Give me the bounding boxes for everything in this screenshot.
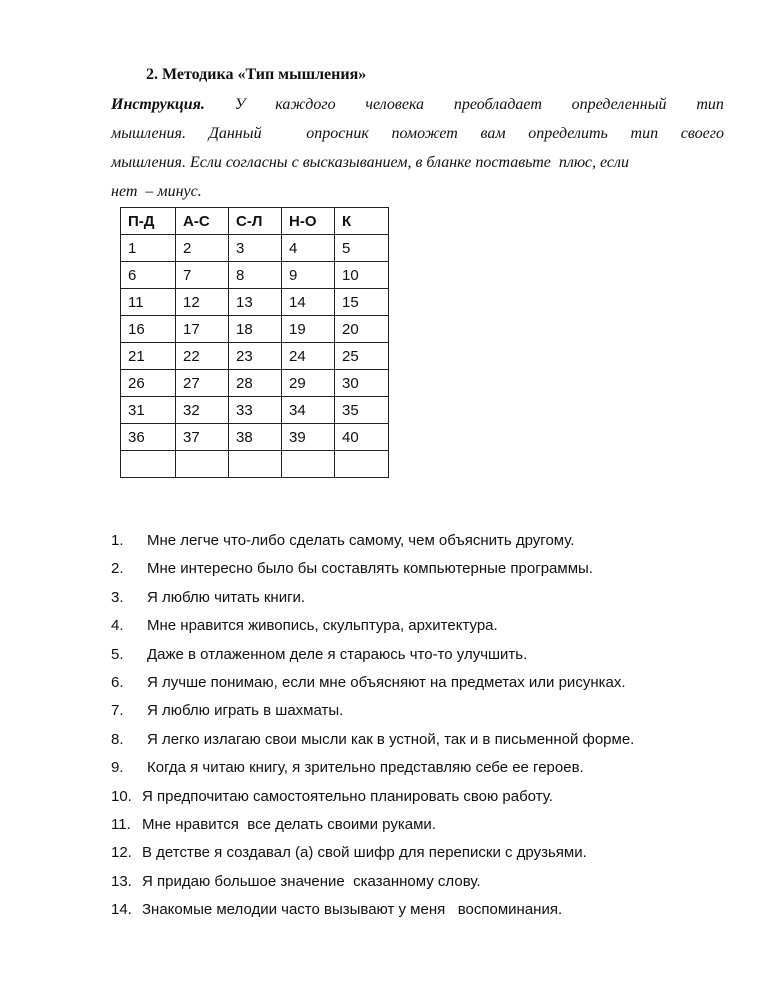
item-text: Я легко излагаю свои мысли как в устной, так и в письменной форме. [147, 730, 635, 748]
item-number: 1. [111, 532, 124, 549]
grid-cell: 13 [229, 289, 282, 316]
grid-answer-cell[interactable] [121, 451, 176, 478]
grid-cell: 3 [229, 235, 282, 262]
item-text: Я предпочитаю самостоятельно планировать свою работу. [142, 787, 553, 805]
instruction-word: преобладает [453, 96, 542, 113]
grid-cell: 2 [176, 235, 229, 262]
item-number: 2. [111, 560, 124, 578]
item-number: 8. [111, 730, 124, 748]
grid-header-cell: П-Д [121, 208, 176, 235]
grid-cell: 20 [335, 316, 389, 343]
grid-cell: 6 [121, 262, 176, 289]
instruction-word: У [234, 96, 246, 113]
instruction-word: определенный [571, 96, 667, 113]
instruction-line-3: мышления. Если согласны с высказыванием, в бланке поставьте плюс, если [111, 154, 629, 171]
grid-header-cell: К [335, 208, 389, 235]
grid-cell: 1 [121, 235, 176, 262]
list-item [111, 839, 634, 867]
grid-row [121, 316, 389, 343]
grid-cell: 35 [335, 397, 389, 424]
instruction-word: мышления. [111, 125, 186, 142]
instruction-word: определить [528, 125, 608, 142]
item-text: Даже в отлаженном деле я стараюсь что-то улучшить. [147, 645, 528, 663]
page-title: 2. Методика «Тип мышления» [146, 66, 367, 83]
instruction-word: тип [630, 125, 659, 142]
list-item [111, 811, 634, 839]
grid-cell: 26 [121, 370, 176, 397]
list-item [111, 754, 634, 782]
item-number: 11. [111, 815, 131, 833]
grid-header-cell: А-С [176, 208, 229, 235]
grid-cell: 32 [176, 397, 229, 424]
grid-cell: 30 [335, 370, 389, 397]
grid-cell: 34 [282, 397, 335, 424]
grid-row [121, 424, 389, 451]
grid-cell: 7 [176, 262, 229, 289]
item-number: 7. [111, 702, 124, 720]
grid-cell: 5 [335, 235, 389, 262]
item-text: Когда я читаю книгу, я зрительно представляю себе ее героев. [147, 759, 584, 777]
grid-cell: 25 [335, 343, 389, 370]
grid-cell: 38 [229, 424, 282, 451]
grid-header-row [121, 208, 389, 235]
grid-cell: 39 [282, 424, 335, 451]
grid-cell: 22 [176, 343, 229, 370]
list-item [111, 527, 634, 555]
item-text: Мне нравится все делать своими руками. [142, 815, 436, 833]
grid-answer-cell[interactable] [229, 451, 282, 478]
item-number: 14. [111, 901, 132, 919]
grid-cell: 28 [229, 370, 282, 397]
grid-cell: 21 [121, 343, 176, 370]
list-item [111, 896, 634, 924]
instruction-word: Данный [208, 125, 262, 142]
grid-cell: 10 [335, 262, 389, 289]
instruction-label: Инструкция. [111, 96, 205, 113]
answer-grid [120, 207, 389, 478]
list-item [111, 726, 634, 754]
grid-cell: 40 [335, 424, 389, 451]
grid-answer-row [121, 451, 389, 478]
item-number: 6. [111, 673, 124, 691]
grid-cell: 18 [229, 316, 282, 343]
grid-row [121, 262, 389, 289]
grid-cell: 27 [176, 370, 229, 397]
list-item [111, 697, 634, 725]
list-item [111, 669, 634, 697]
grid-cell: 16 [121, 316, 176, 343]
grid-cell: 29 [282, 370, 335, 397]
grid-cell: 19 [282, 316, 335, 343]
instruction-word: своего [680, 125, 724, 142]
instruction-word: опросник [306, 125, 369, 142]
grid-cell: 12 [176, 289, 229, 316]
item-text: Мне интересно было бы составлять компьютерные программы. [147, 560, 593, 578]
grid-row [121, 235, 389, 262]
item-number: 12. [111, 844, 132, 862]
instruction-word: каждого [275, 96, 336, 113]
grid-row [121, 343, 389, 370]
grid-cell: 11 [121, 289, 176, 316]
grid-cell: 8 [229, 262, 282, 289]
instruction-word: человека [365, 96, 425, 113]
grid-answer-cell[interactable] [335, 451, 389, 478]
grid-cell: 14 [282, 289, 335, 316]
instruction-line-1 [111, 96, 724, 114]
grid-answer-cell[interactable] [282, 451, 335, 478]
item-text: Я придаю большое значение сказанному слову. [142, 872, 481, 890]
item-text: Мне легче что-либо сделать самому, чем объяснить другому. [147, 532, 575, 549]
instruction-line-4: нет – минус. [111, 183, 202, 200]
grid-row [121, 289, 389, 316]
grid-cell: 31 [121, 397, 176, 424]
grid-row [121, 370, 389, 397]
grid-header-cell: С-Л [229, 208, 282, 235]
list-item [111, 612, 634, 640]
instruction-line-2 [111, 125, 724, 143]
item-number: 13. [111, 872, 132, 890]
grid-header-cell: Н-О [282, 208, 335, 235]
grid-cell: 37 [176, 424, 229, 451]
item-number: 4. [111, 617, 124, 635]
item-number: 9. [111, 759, 124, 777]
grid-cell: 36 [121, 424, 176, 451]
item-text: Мне нравится живопись, скульптура, архитектура. [147, 617, 498, 635]
grid-row [121, 397, 389, 424]
list-item [111, 584, 634, 612]
instruction-word: поможет [391, 125, 458, 142]
item-number: 3. [111, 588, 124, 606]
grid-cell: 17 [176, 316, 229, 343]
grid-cell: 4 [282, 235, 335, 262]
grid-answer-cell[interactable] [176, 451, 229, 478]
item-text: Я люблю читать книги. [147, 588, 306, 606]
item-number: 10. [111, 787, 132, 805]
instruction-word: вам [480, 125, 506, 142]
grid-cell: 24 [282, 343, 335, 370]
item-text: Я лучше понимаю, если мне объясняют на предметах или рисунках. [147, 673, 626, 691]
instruction-word: тип [696, 96, 724, 113]
grid-cell: 23 [229, 343, 282, 370]
item-number: 5. [111, 645, 124, 663]
item-text: Знакомые мелодии часто вызывают у меня воспоминания. [142, 901, 563, 919]
list-item [111, 641, 634, 669]
list-item [111, 555, 634, 583]
item-text: В детстве я создавал (а) свой шифр для переписки с друзьями. [142, 844, 587, 862]
list-item [111, 868, 634, 896]
grid-cell: 33 [229, 397, 282, 424]
grid-cell: 15 [335, 289, 389, 316]
item-text: Я люблю играть в шахматы. [147, 702, 344, 720]
statement-list [111, 527, 634, 924]
list-item [111, 783, 634, 811]
grid-cell: 9 [282, 262, 335, 289]
